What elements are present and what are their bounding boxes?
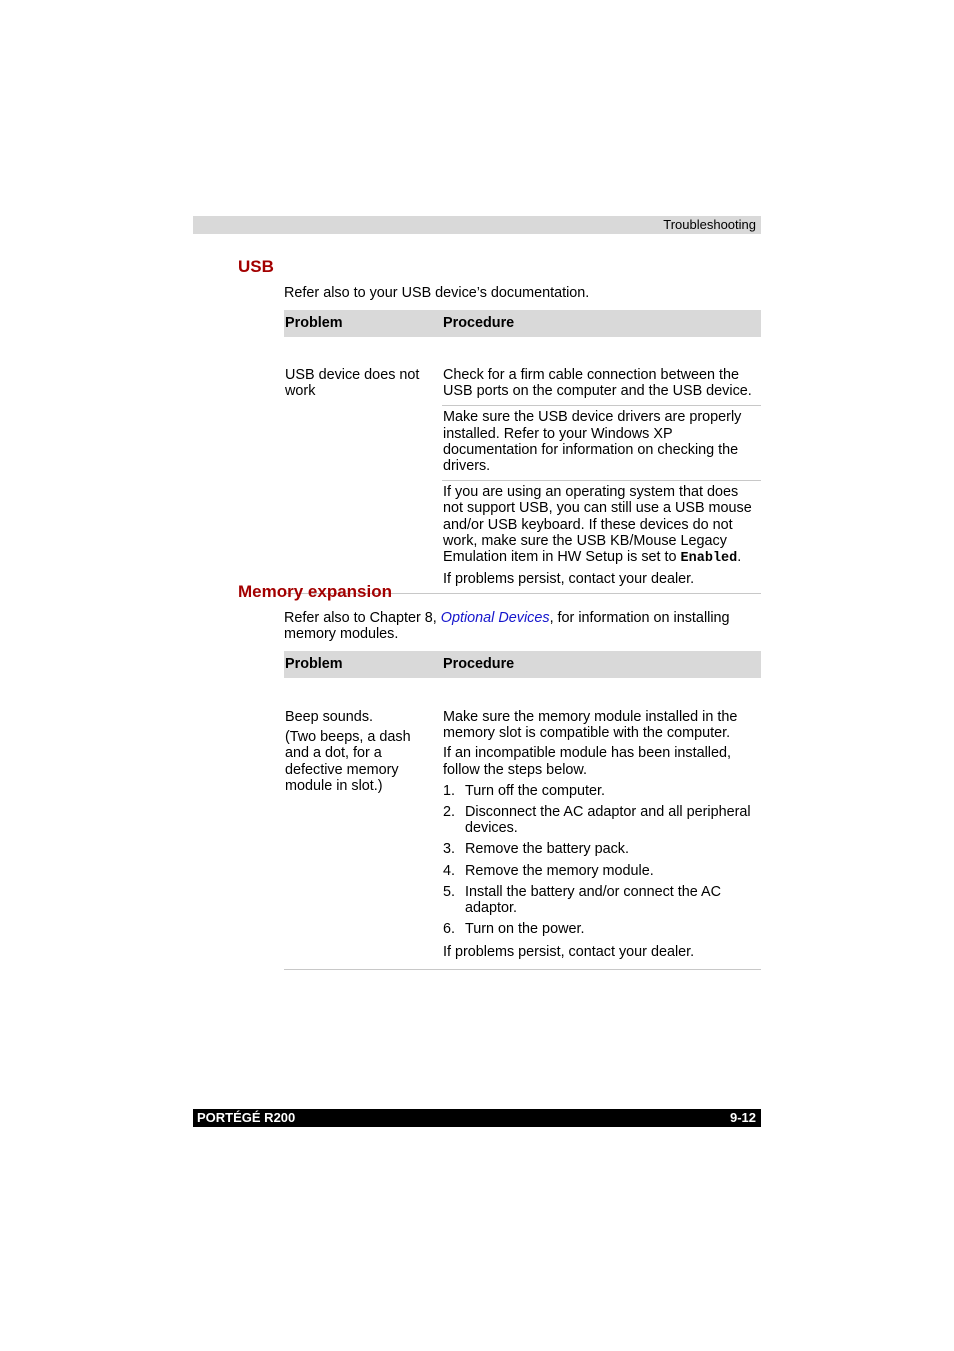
usb-section-title: USB <box>238 257 274 276</box>
procedure-text: Make sure the USB device drivers are properly installed. Refer to your Windows XP documentation for information on checking the drivers. <box>443 409 742 475</box>
list-item: 5. Install the battery and/or connect the AC adaptor. <box>443 883 721 917</box>
procedure-text: Check for a firm cable connection between the USB ports on the computer and the USB device. <box>443 367 752 400</box>
list-item: 1. Turn off the computer. <box>443 782 605 799</box>
procedure-text: Make sure the memory module installed in the memory slot is compatible with the computer. <box>443 709 738 742</box>
procedure-cell <box>442 481 761 594</box>
page-number: 9-12 <box>729 1110 756 1125</box>
dealer-note: If problems persist, contact your dealer. <box>443 944 695 961</box>
usb-problem-table <box>284 310 761 594</box>
dealer-note: If problems persist, contact your dealer. <box>443 571 695 588</box>
column-header-problem: Problem <box>284 651 442 678</box>
procedure-cell <box>442 337 761 406</box>
memory-section-title: Memory expansion <box>238 582 392 601</box>
column-header-procedure: Procedure <box>442 310 761 337</box>
procedure-text: If an incompatible module has been installed, follow the steps below. <box>443 745 731 778</box>
list-item: 4. Remove the memory module. <box>443 862 654 879</box>
list-item: 3. Remove the battery pack. <box>443 841 629 858</box>
table-header-row <box>284 651 761 678</box>
table-row <box>284 678 761 969</box>
problem-text: USB device does not work <box>285 367 420 400</box>
procedure-cell <box>442 406 761 481</box>
procedure-text: If you are using an operating system that does not support USB, you can still use a USB mouse and/or USB keyboard. If these devices do not work, make sure the USB KB/Mouse Legacy Emulation item in HW Setup is set to Enabled. <box>443 484 752 567</box>
list-item: 6. Turn on the power. <box>443 921 585 938</box>
usb-intro: Refer also to your USB device’s documentation. <box>284 285 590 301</box>
table-row <box>284 337 761 406</box>
enabled-value: Enabled <box>680 551 738 567</box>
column-header-problem: Problem <box>284 310 442 337</box>
problem-cell <box>284 337 442 594</box>
list-item: 2. Disconnect the AC adaptor and all peripheral devices. <box>443 804 751 837</box>
running-footer <box>193 1109 761 1127</box>
problem-detail: (Two beeps, a dash and a dot, for a defective memory module in slot.) <box>285 729 411 794</box>
product-name: PORTÉGÉ R200 <box>197 1110 296 1125</box>
memory-intro: Refer also to Chapter 8, Optional Devices, for information on installing memory modules. <box>284 610 730 642</box>
column-header-procedure: Procedure <box>442 651 761 678</box>
table-header-row <box>284 310 761 337</box>
steps-list <box>443 783 761 938</box>
header-section-label: Troubleshooting <box>663 217 756 232</box>
procedure-cell <box>442 678 761 969</box>
optional-devices-link[interactable]: Optional Devices <box>440 610 550 626</box>
running-header <box>193 216 761 234</box>
memory-problem-table <box>284 651 761 970</box>
problem-cell <box>284 678 442 969</box>
problem-text: Beep sounds. <box>285 709 374 725</box>
